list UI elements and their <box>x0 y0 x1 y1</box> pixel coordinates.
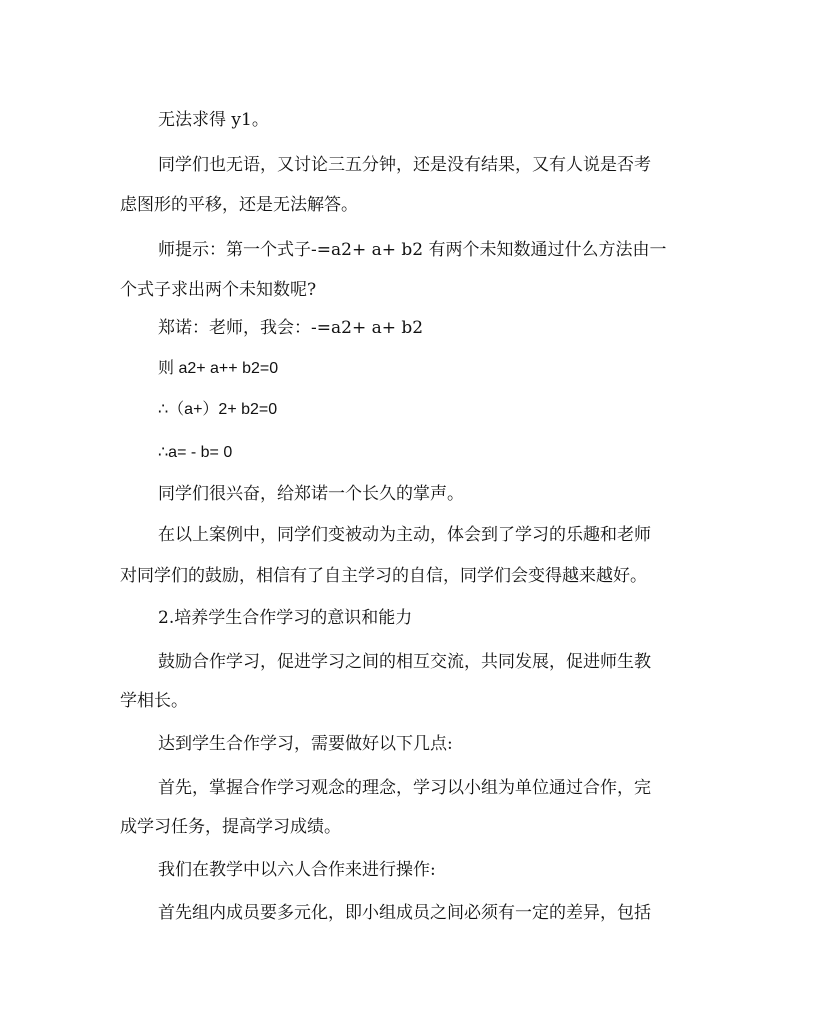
paragraph-14-line-1: 我们在教学中以六人合作来进行操作: <box>158 860 436 880</box>
paragraph-11-line-1: 鼓励合作学习，促进学习之间的相互交流，共同发展，促进师生教 <box>158 652 651 672</box>
paragraph-2-line-1: 同学们也无语，又讨论三五分钟，还是没有结果，又有人说是否考 <box>158 155 651 175</box>
paragraph-13-line-1: 首先，掌握合作学习观念的理念，学习以小组为单位通过合作，完 <box>158 778 651 798</box>
paragraph-1-line-1: 无法求得 y1。 <box>158 110 269 130</box>
paragraph-3-line-2: 个式子求出两个未知数呢? <box>120 280 317 300</box>
equation-line-3: ∴a= - b= 0 <box>158 444 233 461</box>
paragraph-15-line-1: 首先组内成员要多元化，即小组成员之间必须有一定的差异，包括 <box>158 903 651 923</box>
paragraph-11-line-2: 学相长。 <box>120 691 188 711</box>
paragraph-2-line-2: 虑图形的平移，还是无法解答。 <box>120 195 358 215</box>
paragraph-8-line-1: 同学们很兴奋，给郑诺一个长久的掌声。 <box>158 484 464 504</box>
equation-line-2: ∴（a+）2+ b2=0 <box>158 401 278 418</box>
paragraph-3-line-1: 师提示：第一个式子-=a2+ a+ b2 有两个未知数通过什么方法由一 <box>158 240 667 260</box>
paragraph-12-line-1: 达到学生合作学习，需要做好以下几点: <box>158 734 453 754</box>
paragraph-4-line-1: 郑诺：老师，我会：-=a2+ a+ b2 <box>158 318 424 338</box>
paragraph-9-line-1: 在以上案例中，同学们变被动为主动，体会到了学习的乐趣和老师 <box>158 525 651 545</box>
paragraph-13-line-2: 成学习任务，提高学习成绩。 <box>120 817 341 837</box>
equation-line-1: 则 a2+ a++ b2=0 <box>158 360 279 377</box>
section-heading: 2.培养学生合作学习的意识和能力 <box>158 608 413 628</box>
paragraph-9-line-2: 对同学们的鼓励，相信有了自主学习的自信，同学们会变得越来越好。 <box>120 566 647 586</box>
